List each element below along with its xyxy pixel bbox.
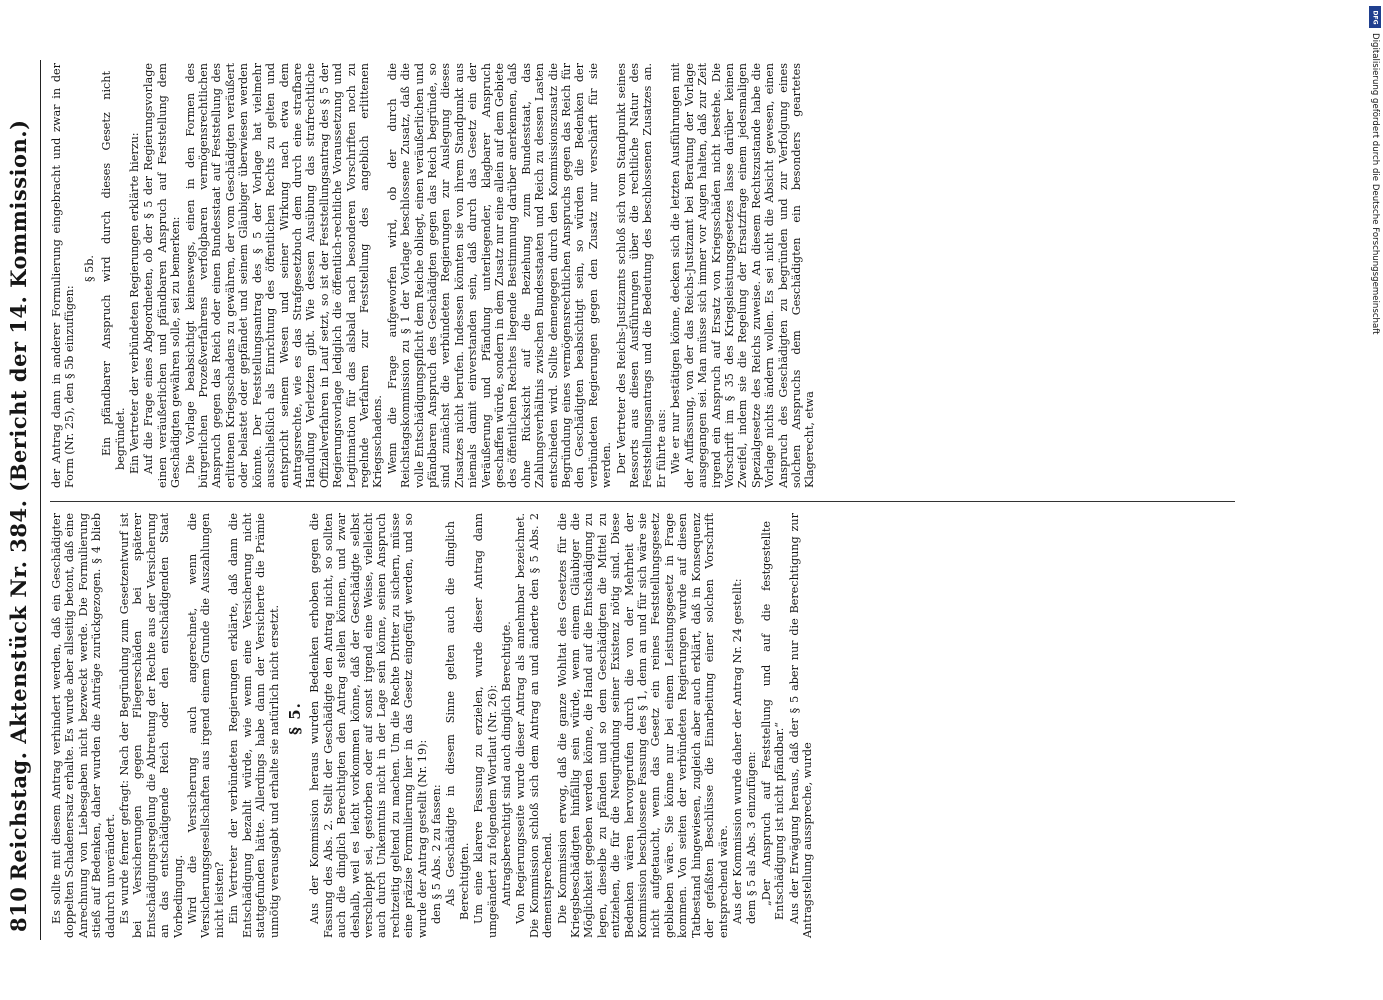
page-number: 810 — [6, 886, 31, 932]
text-paragraph: dem § 5 als Abs. 3 einzufügen: — [745, 751, 759, 924]
right-column — [50, 63, 818, 488]
quoted-provision: Ein pfändbarer Anspruch wird durch dieses Gesetz nicht begründet. — [100, 71, 127, 470]
page-title: Reichstag. Aktenstück Nr. 384. (Bericht der 14. Kommission.) — [6, 119, 31, 881]
quoted-provision: „Der Anspruch auf Feststellung und auf die festgestellte Entschädigung ist nicht pfändbar.“ — [759, 521, 787, 920]
page-header — [6, 60, 41, 940]
text-paragraph: Es sollte mit diesem Antrag verhindert werden, daß ein Geschädigter doppelten Schadenersatz erhalte. Es wurde aber allseitig betont, daß eine Anrechnung von Liebesgaben nicht bezweckt werde. Die Formulierung stieß auf Bedenken, daher wurden die Anträge zurückgezogen. § 4 blieb dadurch unverändert. — [50, 513, 117, 938]
text-paragraph: Ein Vertreter der verbündeten Regierungen erklärte hierzu: — [128, 132, 142, 474]
column-divider — [50, 501, 1235, 502]
text-paragraph: Die Kommission erwog, daß die ganze Wohltat des Gesetzes für die Kriegsbeschädigten hinfällig sein würde, wenn einem Gläubiger die Möglichkeit gegeben werden könne, die Hand auf die Entschädigung zu legen, dieselbe zu pfänden und so dem Geschädigten die Mittel zu entziehen, die für die Neugründung seiner Existenz nötig sind. Diese Bedenken wären hervorgerufen durch die von der Mehrheit der Kommission beschlossene Fassung des § 1, denn an und für sich wäre sie nicht aufgetaucht, wenn das Gesetz ein reines Feststellungsgesetz geblieben wäre. Sie könne nur bei einem Leistungsgesetz in Frage kommen. Von seiten der verbündeten Regierungen wurde auf diesen Tatbestand hingewiesen, zugleich aber auch erklärt, daß in Konsequenz der gefaßten Beschlüsse die Einarbeitung einer solchen Vorschrift entsprechend wäre. — [555, 513, 730, 938]
text-paragraph: Die Vorlage beabsichtigt keineswegs, einen in den Formen des bürgerlichen Prozeßverfahrens verfolgbaren vermögensrechtlichen Anspruch gegen das Reich oder einen Bundesstaat auf Feststellung des erlittenen Kriegsschadens zu gewähren, der vom Geschädigten veräußert oder belastet oder gepfändet und seinem Gläubiger überwiesen werden könnte. Der Feststellungsantrag des § 5 der Vorlage hat vielmehr ausschließlich als Einrichtung des öffentlichen Rechts zu gelten und entspricht seinem Wesen und seiner Wirkung nach etwa dem Antragsrechte, wie es das Strafgesetzbuch dem durch eine strafbare Handlung Verletzten gibt. Wie dessen Ausübung das strafrechtliche Offizialverfahren in Lauf setzt, so ist der Feststellungsantrag des § 5 der Regierungsvorlage lediglich die öffentlich-rechtliche Voraussetzung und Legitimation für das alsbald nach besonderen Vorschriften noch zu regelnde Verfahren zur Feststellung des angeblich erlittenen Kriegsschadens. — [183, 63, 385, 488]
digitization-note-text: Digitalisierung gefördert durch die Deutsche Forschungsgemeinschaft — [1370, 33, 1380, 335]
text-paragraph: Auf die Frage eines Abgeordneten, ob der § 5 der Regierungsvorlage einen veräußerlichen und pfändbaren Anspruch auf Feststellung dem Geschädigten gewähren solle, sei zu bemerken: — [142, 63, 183, 488]
text-paragraph: Aus der Kommission wurde daher der Antrag Nr. 24 gestellt: — [730, 578, 744, 924]
section-heading: § 5. — [285, 702, 304, 735]
text-paragraph: Aus der Kommission heraus wurden Bedenken erhoben gegen die Fassung des Abs. 2. Stellt der Geschädigte den Antrag nicht, so sollten auch die dinglich Berechtigten den Antrag stellen können, und zwar deshalb, weil es leicht vorkommen könne, daß der Geschädigte selbst verschleppt sei, gestorben oder auf sonst irgend eine Weise, vielleicht auch durch Unkenntnis nicht in der Lage sein könne, seinen Anspruch rechtzeitig geltend zu machen. Um die Rechte Dritter zu sichern, müsse eine präzise Formulierung hier in das Gesetz eingefügt werden, und so wurde der Antrag gestellt (Nr. 19): — [308, 513, 429, 938]
text-paragraph: Von Regierungsseite wurde dieser Antrag als annehmbar bezeichnet. Die Kommission schloß sich dem Antrag an und änderte den § 5 Abs. 2 dementsprechend. — [514, 513, 555, 938]
text-paragraph: Wird die Versicherung auch angerechnet, wenn die Versicherungsgesellschaften aus irgend einem Grunde die Auszahlungen nicht leisten? — [186, 513, 226, 938]
text-paragraph: den § 5 Abs. 2 zu fassen: — [429, 784, 443, 924]
quoted-provision: Als Geschädigte in diesem Sinne gelten auch die dinglich Berechtigten. — [444, 521, 471, 920]
text-paragraph: Aus der Erwägung heraus, daß der § 5 aber nur die Berechtigung zur Antragstellung ausspreche, wurde — [787, 513, 814, 938]
text-paragraph: Um eine klarere Fassung zu erzielen, wurde dieser Antrag dann umgeändert zu folgendem Wortlaut (Nr. 26): — [472, 513, 499, 938]
text-paragraph: Der Vertreter des Reichs-Justizamts schloß sich vom Standpunkt seines Ressorts aus diesen Ausführungen über die rechtliche Natur des Feststellungsantrags und die Bedeutung des beschlossenen Zusatzes an. Er führte aus: — [614, 63, 668, 488]
text-paragraph: Ein Vertreter der verbündeten Regierungen erklärte, daß dann die Entschädigung bezahlt würde, wie wenn eine Versicherung nicht stattgefunden hätte. Allerdings habe dann der Versicherte die Prämie unnötig verausgabt und erhalte sie natürlich nicht ersetzt. — [227, 513, 281, 938]
digitization-note — [1368, 8, 1382, 993]
text-paragraph: der Antrag dann in anderer Formulierung eingebracht und zwar in der Form (Nr. 25), den § 5b einzufügen: — [50, 63, 77, 488]
rotated-document-page — [6, 50, 1250, 950]
quoted-provision: Antragsberechtigt sind auch dinglich Berechtigte. — [500, 621, 513, 906]
dfg-logo: DFG — [1369, 6, 1381, 28]
text-paragraph: Wenn die Frage aufgeworfen wird, ob der durch die Reichstagskommission zu § 1 der Vorlage beschlossene Zusatz, daß die volle Entschädigungspflicht dem Reiche obliegt, einen veräußerlichen und pfändbaren Anspruch des Geschädigten gegen das Reich begründe, so sind zunächst die verbündeten Regierungen zur Auslegung dieses Zusatzes nicht berufen. Indessen könnten sie von ihrem Standpunkt aus niemals damit einverstanden sein, daß durch das Gesetz ein der Veräußerung und Pfändung unterliegender, klagbarer Anspruch geschaffen würde, sondern in dem Zusatz nur eine allein auf dem Gebiete des öffentlichen Rechtes liegende Bestimmung darüber anerkennen, daß ohne Rücksicht auf die Beziehung zum Bundesstaat, das Zahlungsverhältnis zwischen Bundesstaaten und Reich zu dessen Lasten entschieden wird. Sollte demengegen durch den Kommissionszusatz die Begründung eines vermögensrechtlichen Anspruchs gegen das Reich für den Geschädigten beabsichtigt sein, so würden die Bedenken der verbündeten Regierungen gegen den Zusatz nur verschärft für sie werden. — [385, 63, 614, 488]
left-column — [50, 513, 815, 938]
paragraph-number: § 5b. — [82, 255, 96, 282]
text-paragraph: Es wurde ferner gefragt: Nach der Begründung zum Gesetzentwurf ist bei Versicherungen gegen Fliegerschäden bei späterer Entschädigungsregelung die Abtretung der Rechte aus der Versicherung an das entschädigende Reich oder den entschädigenden Staat Vorbedingung. — [118, 513, 185, 938]
text-paragraph: Wie er nur bestätigen könne, decken sich die letzten Ausführungen mit der Auffassung, von der das Reichs-Justizamt bei Beratung der Vorlage ausgegangen sei. Man müsse sich immer vor Augen halten, daß zur Zeit irgend ein Anspruch auf Ersatz von Kriegsschäden nicht bestehe. Die Vorschrift im § 35 des Kriegsleistungsgesetzes lasse darüber keinen Zweifel, indem sie die Regelung der Ersatzfrage einem jedesmaligen Spezialgesetze des Reichs zuweise. An diesem Rechtszustande habe die Vorlage nichts ändern wollen. Es sei nicht die Absicht gewesen, einen Anspruch des Geschädigten zu begründen und zur Verfolgung eines solchen Anspruchs dem Geschädigten ein besonders geartetes Klagerecht, etwa — [669, 63, 817, 488]
